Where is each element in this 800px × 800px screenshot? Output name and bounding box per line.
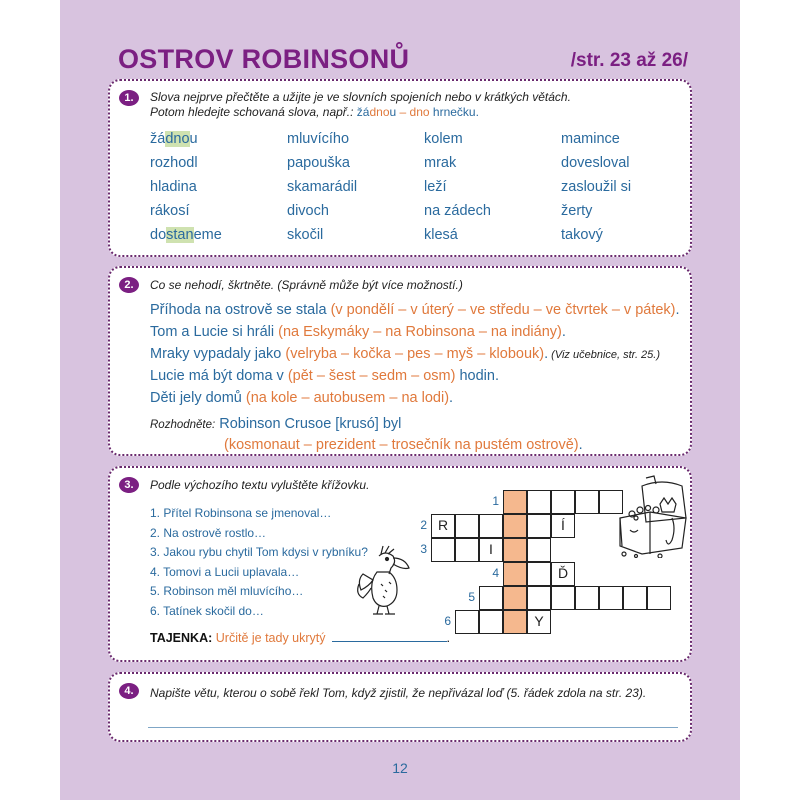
sentence-text: Tom a Lucie si hráli <box>150 324 279 340</box>
exercise-3-box <box>108 466 692 662</box>
sentence-end: hodin. <box>455 368 499 384</box>
crossword-cell[interactable] <box>527 514 551 538</box>
crossword-cell[interactable] <box>551 586 575 610</box>
sentence-end: . <box>675 302 680 318</box>
crossword-clue: 4. Tomovi a Lucii uplavala… <box>150 564 300 579</box>
sentence-row <box>150 343 680 365</box>
sentence-text: Příhoda na ostrově se stala <box>150 302 331 318</box>
sentence-options[interactable]: (velryba – kočka – pes – myš – klobouk) <box>285 346 545 362</box>
exercise-1-box <box>108 79 692 257</box>
word-item: skamarádil <box>287 179 358 195</box>
word-item: takový <box>561 227 603 243</box>
word-item: leží <box>424 179 447 195</box>
sentence-row <box>150 321 680 343</box>
word-item: mamince <box>561 131 620 147</box>
example-part: žá <box>356 105 370 119</box>
instruction-line-1: Slova nejprve přečtěte a užijte je ve slovních spojeních nebo v krátkých větách. <box>150 90 571 104</box>
crossword-cell[interactable]: R <box>431 514 455 538</box>
word-item: žerty <box>561 203 593 219</box>
sentence-end: . <box>544 346 549 362</box>
clue-list <box>150 504 368 621</box>
tajenka-text: Určitě je tady ukrytý <box>212 631 326 645</box>
crossword-key-cell[interactable] <box>503 538 527 562</box>
textbook-page-reference: /str. 23 až 26/ <box>570 50 688 71</box>
word-item: rozhodl <box>150 155 198 171</box>
sentence-note: (Viz učebnice, str. 25.) <box>548 349 661 361</box>
crossword-cell[interactable] <box>455 610 479 634</box>
answer-line-field[interactable] <box>148 727 678 728</box>
crossword-cell[interactable] <box>527 490 551 514</box>
word-item: žádnou <box>150 131 198 147</box>
crossword-cell[interactable] <box>455 514 479 538</box>
crossword-row-number: 4 <box>492 566 499 580</box>
tajenka-label: TAJENKA: <box>150 631 213 645</box>
example-end: . <box>475 105 479 119</box>
page-title: OSTROV ROBINSONŮ <box>118 44 410 74</box>
exercise-2-instruction: Co se nehodí, škrtněte. (Správně může být více možností.) <box>150 278 463 292</box>
word-list <box>150 131 690 251</box>
parrot-icon <box>353 544 413 624</box>
crossword-cell[interactable] <box>479 514 503 538</box>
word-item: na zádech <box>424 203 491 219</box>
sentence-list <box>150 299 680 409</box>
exercise-number-badge: 1. <box>119 90 139 106</box>
crossword-key-cell[interactable] <box>503 586 527 610</box>
decide-options[interactable]: (kosmonaut – prezident – trosečník na pustém ostrově) <box>224 437 579 453</box>
crossword-cell[interactable]: I <box>479 538 503 562</box>
example-part: u <box>389 105 397 119</box>
sentence-end: . <box>561 324 566 340</box>
sentence-text: Lucie má být doma v <box>150 368 288 384</box>
sentence-options[interactable]: (na kole – autobusem – na lodi) <box>245 390 450 406</box>
sentence-end: . <box>449 390 454 406</box>
crossword-cell[interactable] <box>647 586 671 610</box>
crossword-clue: 6. Tatínek skočil do… <box>150 603 264 618</box>
decide-text: Robinson Crusoe [krusó] byl <box>215 416 402 432</box>
exercise-4-box <box>108 672 692 742</box>
decide-line-2 <box>150 435 583 455</box>
exercise-1-instruction <box>150 90 571 120</box>
crossword-cell[interactable]: Y <box>527 610 551 634</box>
exercise-4-instruction: Napište větu, kterou o sobě řekl Tom, když zjistil, že nepřivázal loď (5. řádek zdola na str. 23). <box>150 686 647 700</box>
example-part: hrnečku <box>429 105 476 119</box>
crossword-cell[interactable]: Í <box>551 514 575 538</box>
example-hidden-word: dno <box>409 105 430 119</box>
crossword-row-number: 6 <box>444 614 451 628</box>
word-item: mluvícího <box>287 131 350 147</box>
word-item: kolem <box>424 131 463 147</box>
crossword-row-number: 1 <box>492 494 499 508</box>
tajenka-end: . <box>446 631 450 645</box>
word-item: skočil <box>287 227 324 243</box>
word-item: mrak <box>424 155 457 171</box>
page-number: 12 <box>392 760 408 776</box>
crossword-row-number: 5 <box>468 590 475 604</box>
instruction-prefix: Potom hledejte schovaná slova, např.: <box>150 105 357 119</box>
crossword-cell[interactable] <box>455 538 479 562</box>
crossword-cell[interactable] <box>575 490 599 514</box>
crossword-clue: 3. Jakou rybu chytil Tom kdysi v rybníku? <box>150 545 368 559</box>
word-item: zasloužil si <box>561 179 632 195</box>
crossword-cell[interactable]: Ď <box>551 562 575 586</box>
word-item: divoch <box>287 203 329 219</box>
word-item: dostaneme <box>150 227 222 243</box>
crossword-cell[interactable] <box>551 490 575 514</box>
word-item: hladina <box>150 179 197 195</box>
word-item: papouška <box>287 155 350 171</box>
crossword-cell[interactable] <box>599 586 623 610</box>
crossword-key-cell[interactable] <box>503 490 527 514</box>
exercise-3-instruction: Podle výchozího textu vyluštěte křížovku. <box>150 478 370 492</box>
sentence-row <box>150 387 680 409</box>
crossword-cell[interactable] <box>527 586 551 610</box>
crossword-cell[interactable] <box>623 586 647 610</box>
hidden-word-highlight: stan <box>166 227 194 243</box>
instruction-line-2 <box>150 105 571 120</box>
crossword-row-number: 2 <box>420 518 427 532</box>
crossword-cell[interactable] <box>527 562 551 586</box>
crossword-clue: 5. Robinson měl mluvícího… <box>150 584 304 598</box>
decide-label: Rozhodněte: <box>150 419 216 431</box>
tajenka-line <box>150 631 450 645</box>
example-dash: – <box>396 105 410 119</box>
decide-block <box>150 414 583 455</box>
sentence-row <box>150 299 680 321</box>
word-item: dovesloval <box>561 155 630 171</box>
sentence-text: Mraky vypadaly jako <box>150 346 286 362</box>
example-hidden-word: dno <box>369 105 390 119</box>
crossword-cell[interactable] <box>575 586 599 610</box>
exercise-number-badge: 2. <box>119 277 139 293</box>
crossword-cell[interactable] <box>431 538 455 562</box>
exercise-number-badge: 3. <box>119 477 139 493</box>
hidden-word-highlight: dno <box>165 131 190 147</box>
sentence-text: Děti jely domů <box>150 390 246 406</box>
crossword-key-cell[interactable] <box>503 562 527 586</box>
example-phrase <box>357 105 479 119</box>
sentence-options[interactable]: (pět – šest – sedm – osm) <box>287 368 456 384</box>
exercise-number-badge: 4. <box>119 683 139 699</box>
crossword-clue: 2. Na ostrově rostlo… <box>150 525 267 540</box>
sentence-options[interactable]: (na Eskymáky – na Robinsona – na indiány) <box>278 324 562 340</box>
decide-line-1 <box>150 414 583 435</box>
decide-end: . <box>578 437 583 453</box>
crossword-key-cell[interactable] <box>503 514 527 538</box>
crossword-row-number: 3 <box>420 542 427 556</box>
sentence-options[interactable]: (v pondělí – v úterý – ve středu – ve čtvrtek – v pátek) <box>330 302 676 318</box>
sentence-row <box>150 365 680 387</box>
crossword-key-cell[interactable] <box>503 610 527 634</box>
word-item: klesá <box>424 227 458 243</box>
crossword-cell[interactable] <box>479 610 503 634</box>
exercise-2-box <box>108 266 692 456</box>
crossword-clue: 1. Přítel Robinsona se jmenoval… <box>150 506 332 520</box>
treasure-chest-icon <box>610 474 690 558</box>
tajenka-answer-field[interactable] <box>332 632 447 642</box>
crossword-cell[interactable] <box>527 538 551 562</box>
crossword-cell[interactable] <box>479 586 503 610</box>
word-item: rákosí <box>150 203 190 219</box>
